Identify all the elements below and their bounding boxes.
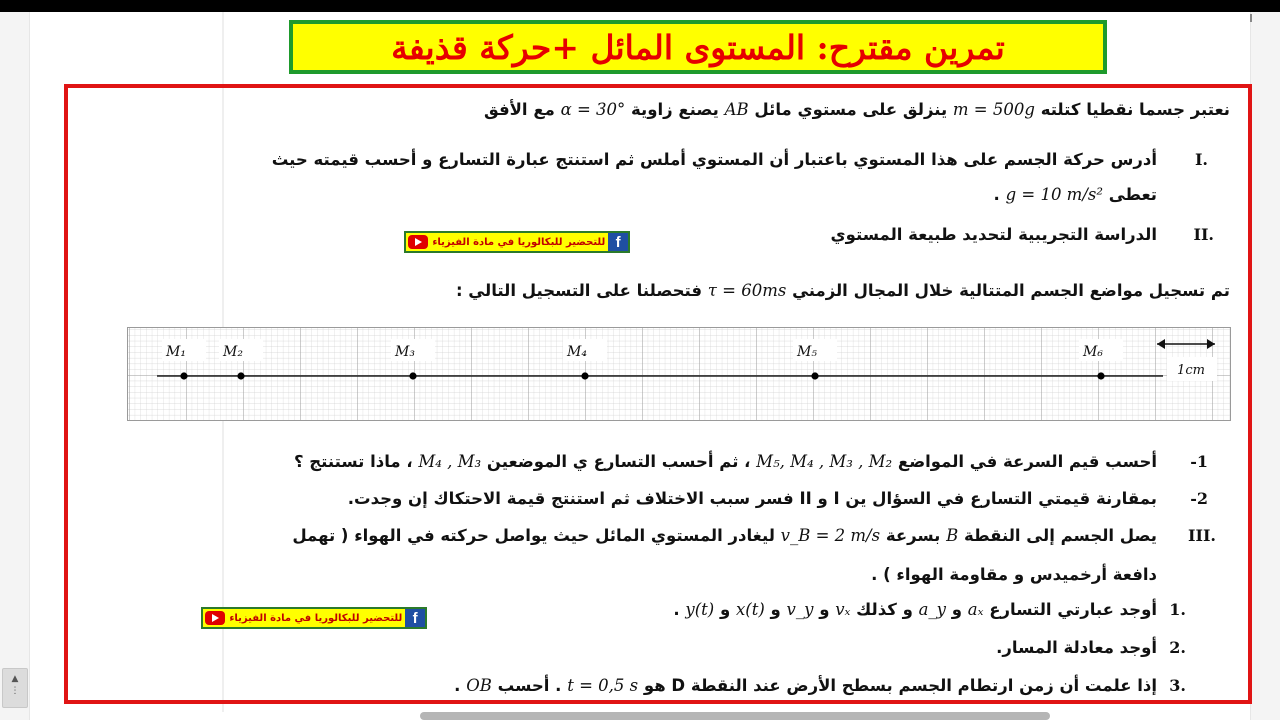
position-dot [811,372,818,379]
recording-graph [127,327,1231,421]
question-compare: بمقارنة قيمتي التسارع في السؤال ين I و II فسر سبب الاختلاف ثم استنتج قيمة الاحتكاك إن وجدت. [347,489,1157,508]
facebook-icon[interactable]: f [405,609,425,627]
question-text: أحسب قيم السرعة في المواضع [897,452,1157,471]
title-banner [289,20,1107,74]
part-one-text: تعطى [1108,185,1157,204]
side-panel-toggle[interactable]: ▲ ⋮ [2,668,28,708]
position-label: M₆ [1083,344,1103,360]
question-number: 1. [1169,600,1186,619]
promo-label: للتحضير للبكالوريا في مادة الفيزياء [432,236,606,248]
position-dot [1097,372,1104,379]
page-title: تمرين مقترح: المستوى المائل +حركة قذيفة [391,27,1005,67]
question-number: -2 [1190,489,1208,508]
question-text: ، ثم أحسب التسارع ي الموضعين [486,452,751,471]
position-dot [237,372,244,379]
question-text: و كذلك [856,600,913,619]
question-text: . أحسب [497,676,562,695]
intro-text: نعتبر جسما نقطيا كتلته [1040,100,1230,119]
part-one-text: . [993,185,1000,204]
promo-banner[interactable] [201,607,427,629]
xt-symbol: x(t) [735,600,765,619]
part-one-marker: I. [1194,150,1208,169]
vy-symbol: v_y [786,600,814,619]
ob-symbol: OB [466,676,492,695]
question-speeds [294,450,1157,474]
recording-strip [127,327,1231,421]
question-text: ، ماذا تستنتج ؟ [293,452,413,471]
facebook-icon[interactable]: f [608,233,628,251]
promo-label: للتحضير للبكالوريا في مادة الفيزياء [229,612,403,624]
part-three-text: يصل الجسم إلى النقطة [964,526,1157,545]
part-one-line-2 [994,183,1157,207]
intro-line [484,98,1230,122]
question-text: و [951,600,963,619]
part-three-text: ليغادر المستوي المائل حيث يواصل حركته في الهواء ( تهمل [292,526,775,545]
horizontal-scrollbar[interactable] [420,712,1050,720]
position-label: M₅ [797,344,817,360]
question-text: . [454,676,461,695]
part-two-heading: الدراسة التجريبية لتحديد طبيعة المستوي [830,225,1157,244]
part-two-marker: II. [1193,225,1214,244]
position-dot [180,372,187,379]
position-label: M₄ [567,344,587,360]
time-value: t = 0,5 s [567,676,639,695]
tau-value: τ = 60ms [707,281,787,300]
position-dot [409,372,416,379]
question-trajectory: أوجد معادلة المسار. [996,638,1157,657]
gravity-value: g = 10 m/s² [1005,185,1103,204]
left-gutter [0,12,30,720]
question-text: و [819,600,830,619]
angle-value: α = 30° [560,100,626,119]
question-accelerations [673,598,1157,622]
question-text: أوجد عبارتي التسارع [989,600,1157,619]
question-number: 3. [1169,676,1186,695]
question-number: 2. [1169,638,1186,657]
window-top-bar [0,0,1280,12]
position-label: M₁ [166,344,186,360]
youtube-icon[interactable] [406,233,429,251]
question-text: و [770,600,781,619]
recording-text: فتحصلنا على التسجيل التالي : [455,281,703,300]
yt-symbol: y(t) [685,600,715,619]
ay-symbol: a_y [918,600,947,619]
positions-list: M₅, M₄ , M₃ , M₂ [756,452,893,471]
vx-symbol: vₓ [835,600,851,619]
position-dot [581,372,588,379]
recording-text: تم تسجيل مواضع الجسم المتتالية خلال المجال الزمني [792,281,1230,300]
question-text: و [719,600,731,619]
positions-pair: M₄ , M₃ [418,452,482,471]
plane-label: AB [724,100,749,119]
recording-line [456,279,1230,303]
position-label: M₂ [223,344,243,360]
ax-symbol: aₓ [967,600,984,619]
intro-text: يصنع زاوية [631,100,719,119]
speed-value: v_B = 2 m/s [780,526,881,545]
position-label: M₃ [395,344,415,360]
question-text: إذا علمت أن زمن ارتطام الجسم بسطح الأرض عند النقطة D هو [643,676,1157,695]
question-ob [454,674,1157,698]
point-label: B [946,526,959,545]
part-three-line-2: دافعة أرخميدس و مقاومة الهواء ) . [871,565,1157,584]
mass-value: m = 500g [952,100,1035,119]
part-three-text: بسرعة [885,526,941,545]
scale-label: 1cm [1177,363,1205,378]
youtube-icon[interactable] [203,609,226,627]
part-three-marker: III. [1187,526,1216,545]
right-gutter [1250,12,1280,720]
question-number: -1 [1190,452,1208,471]
part-three-line-1 [292,524,1157,548]
intro-text: ينزلق على مستوي مائل [754,100,948,119]
promo-banner[interactable] [404,231,630,253]
intro-text: مع الأفق [483,100,555,119]
question-text: . [673,600,680,619]
part-one-line-1: أدرس حركة الجسم على هذا المستوي باعتبار أن المستوي أملس ثم استنتج عبارة التسارع و أحسب قيمته حيث [271,150,1157,169]
